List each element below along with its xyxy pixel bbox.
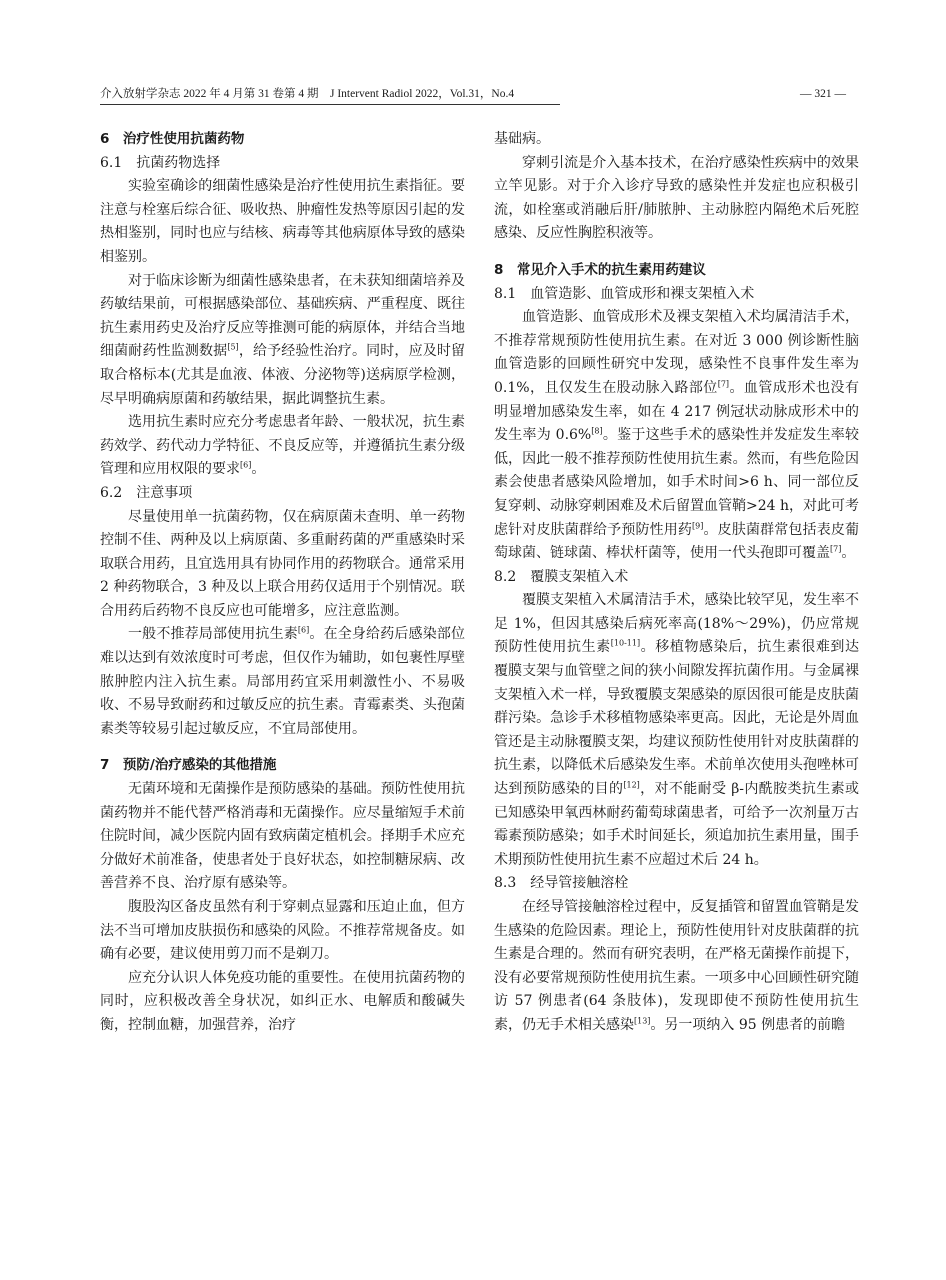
left-column [100, 128, 465, 1038]
paragraph: 无菌环境和无菌操作是预防感染的基础。预防性使用抗菌药物并不能代替严格消毒和无菌操作。应尽量缩短手术前住院时间，减少医院内固有致病菌定植机会。择期手术应充分做好术前准备，使患者处于良好状态，如控制糖尿病、改善营养不良、治疗原有感染等。 [100, 781, 465, 892]
section-6-2-heading: 6.2 注意事项 [100, 484, 193, 501]
section-8-3-heading: 8.3 经导管接触溶栓 [494, 875, 629, 892]
right-column [494, 128, 859, 1038]
paragraph: 血管造影、血管成形术及裸支架植入术均属清洁手术，不推荐常规预防性使用抗生素。在对近 3 000 例诊断性脑血管造影的回顾性研究中发现，感染性不良事件发生率为 0.1%，且仅发生在股动脉入路部位[7]。血管成形术也没有明显增加感染发生率，如在 4 217 例冠状动脉成形术中的发生率为 0.6%[8]。鉴于这些手术的感染性并发症发生率较低，因此一般不推荐预防性使用抗生素。然而，有些危险因素会使患者感染风险增加，如手术时间>6 h、同一部位反复穿刺、动脉穿刺困难及术后留置血管鞘>24 h，对此可考虑针对皮肤菌群给予预防性用药[9]。皮肤菌群常包括表皮葡萄球菌、链球菌、棒状杆菌等，使用一代头孢即可覆盖[7]。 [494, 309, 860, 562]
citation: [13] [634, 1016, 651, 1026]
section-8-2-heading: 8.2 覆膜支架植入术 [494, 568, 629, 585]
section-8-1-heading: 8.1 血管造影、血管成形和裸支架植入术 [494, 285, 755, 302]
citation: [12] [623, 780, 640, 790]
citation: [6] [240, 460, 252, 470]
header-rule [100, 104, 560, 105]
section-8-heading: 8 常见介入手术的抗生素用药建议 [494, 261, 706, 278]
paragraph: 应充分认识人体免疫功能的重要性。在使用抗菌药物的同时，应积极改善全身状况，如纠正水、电解质和酸碱失衡，控制血糖，加强营养，治疗 [100, 969, 465, 1033]
paragraph: 一般不推荐局部使用抗生素[6]。在全身给药后感染部位难以达到有效浓度时可考虑，但仅作为辅助，如包裹性厚壁脓肿腔内注入抗生素。局部用药宜采用刺激性小、不易吸收、不易导致耐药和过敏反应的抗生素。青霉素类、头孢菌素类等较易引起过敏反应，不宜局部使用。 [100, 625, 466, 737]
section-6-1-heading: 6.1 抗菌药物选择 [100, 154, 221, 171]
paragraph: 尽量使用单一抗菌药物，仅在病原菌未查明、单一药物控制不佳、两种及以上病原菌、多重耐药菌的严重感染时采取联合用药，且宜选用具有协同作用的药物联合。通常采用 2 种药物联合，3 种及以上联合用药仅适用于个别情况。联合用药后药物不良反应也可能增多，应注意监测。 [100, 508, 465, 619]
paragraph: 覆膜支架植入术属清洁手术，感染比较罕见，发生率不足 1%，但因其感染后病死率高(18%～29%)，仍应常规预防性使用抗生素[10-11]。移植物感染后，抗生素很难到达覆膜支架与血管壁之间的狭小间隙发挥抗菌作用。与金属裸支架植入术一样，导致覆膜支架感染的原因很可能是皮肤菌群污染。急诊手术移植物感染率更高。因此，无论是外周血管还是主动脉覆膜支架，均建议预防性使用针对皮肤菌群的抗生素，以降低术后感染发生率。术前单次使用头孢唑林可达到预防感染的目的[12]，对不能耐受 β-内酰胺类抗生素或已知感染甲氧西林耐药葡萄球菌患者，可给予一次剂量万古霉素预防感染；如手术时间延长，须追加抗生素用量，围手术期预防性使用抗生素不应超过术后 24 h。 [494, 592, 860, 868]
section-6-heading: 6 治疗性使用抗菌药物 [100, 131, 245, 147]
paragraph-continuation: 基础病。 [494, 131, 550, 147]
citation: [6] [297, 625, 310, 635]
journal-citation: 介入放射学杂志 2022 年 4 月第 31 卷第 4 期 J Intervent Radiol 2022，Vol.31，No.4 [100, 88, 515, 100]
paragraph: 在经导管接触溶栓过程中，反复插管和留置血管鞘是发生感染的危险因素。理论上，预防性使用针对皮肤菌群的抗生素是合理的。然而有研究表明，在严格无菌操作前提下，没有必要常规预防性使用抗生素。一项多中心回顾性研究随访 57 例患者(64 条肢体)，发现即使不预防性使用抗生素，仍无手术相关感染[13]。另一项纳入 95 例患者的前瞻 [494, 899, 859, 1033]
citation: [8] [591, 426, 603, 436]
citation: [9] [692, 520, 704, 530]
paragraph: 穿刺引流是介入基本技术，在治疗感染性疾病中的效果立竿见影。对于介入诊疗导致的感染性并发症也应积极引流，如栓塞或消融后肝/肺脓肿、主动脉腔内隔绝术后死腔感染、反应性胸腔积液等。 [494, 154, 859, 242]
running-header [100, 86, 846, 102]
citation: [7] [717, 379, 730, 389]
page-number: — 321 — [800, 88, 846, 100]
citation: [10-11] [610, 638, 641, 648]
citation: [5] [227, 342, 239, 352]
paragraph: 对于临床诊断为细菌性感染患者，在未获知细菌培养及药敏结果前，可根据感染部位、基础疾病、严重程度、既往抗生素用药史及治疗反应等推测可能的病原体，并结合当地细菌耐药性监测数据[5]，给予经验性治疗。同时，应及时留取合格标本(尤其是血液、体液、分泌物等)送病原学检测，尽早明确病原菌和药敏结果，据此调整抗生素。 [100, 272, 466, 407]
section-7-heading: 7 预防/治疗感染的其他措施 [100, 757, 277, 774]
paragraph: 实验室确诊的细菌性感染是治疗性使用抗生素指征。要注意与栓塞后综合征、吸收热、肿瘤性发热等原因引起的发热相鉴别，同时也应与结核、病毒等其他病原体导致的感染相鉴别。 [100, 178, 465, 265]
paragraph: 腹股沟区备皮虽然有利于穿刺点显露和压迫止血，但方法不当可增加皮肤损伤和感染的风险。不推荐常规备皮。如确有必要，建议使用剪刀而不是剃刀。 [100, 899, 465, 963]
citation: [7] [830, 544, 842, 554]
paragraph: 选用抗生素时应充分考虑患者年龄、一般状况，抗生素药效学、药代动力学特征、不良反应等，并遵循抗生素分级管理和应用权限的要求[6]。 [100, 414, 465, 478]
